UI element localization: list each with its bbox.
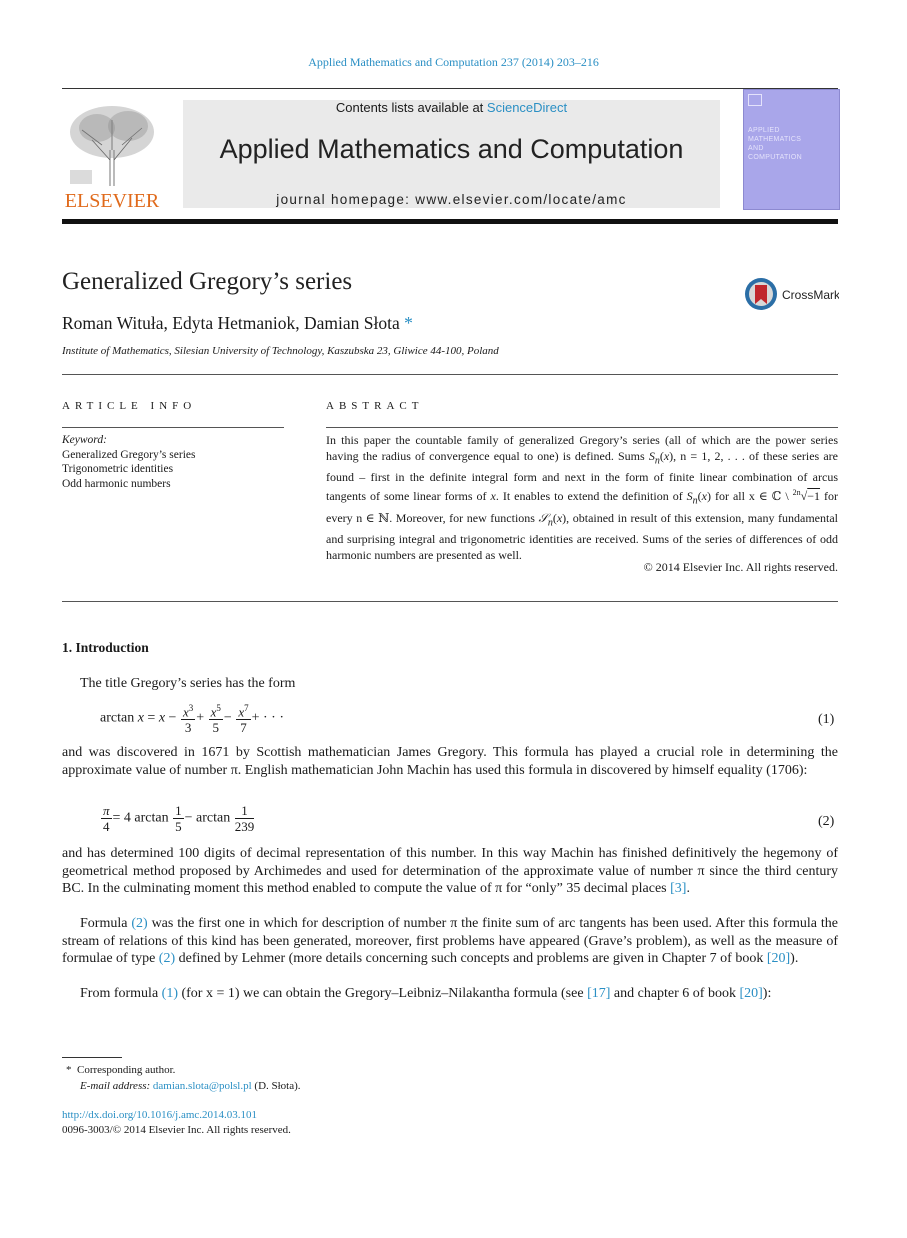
paragraph: Formula (2) was the first one in which for description of number π the finite sum of arc tangents has been used. After this formula the stream of relations of this kind has been generated, moreover, first problems have appeared (Grave’s problem), as well as the measure of formulae of type (2) defined by Lehmer (more details concerning such concepts and problems are given in Chapter 7 of book [20]). bbox=[62, 916, 838, 966]
equation-link[interactable]: (2) bbox=[131, 916, 148, 931]
equation-number: (1) bbox=[818, 712, 835, 727]
corresponding-author-marker[interactable]: * bbox=[404, 313, 413, 333]
equation-2: $\frac{\pi}{4}$ = 4 arctan $\frac{1}{5}$ − arctan $\frac{1}{239}$ bbox=[103, 803, 255, 834]
footnote-rule bbox=[62, 1057, 122, 1058]
article-title: Generalized Gregory’s series bbox=[62, 268, 353, 295]
reference-link[interactable]: [20] bbox=[739, 986, 763, 1001]
reference-link[interactable]: [20] bbox=[766, 951, 791, 966]
header-thick-rule bbox=[62, 219, 838, 224]
keyword: Generalized Gregory’s series bbox=[62, 448, 196, 461]
email-link[interactable]: damian.slota@polsl.pl bbox=[152, 1080, 252, 1092]
equation-link[interactable]: (2) bbox=[158, 951, 176, 966]
journal-cover[interactable] bbox=[743, 89, 840, 210]
keyword: Trigonometric identities bbox=[62, 463, 174, 475]
sciencedirect-link[interactable]: ScienceDirect bbox=[486, 100, 568, 115]
paragraph: The title Gregory’s series has the form bbox=[80, 676, 296, 691]
journal-citation[interactable]: Applied Mathematics and Computation 237 (2014) 203–216 bbox=[308, 55, 599, 69]
cover-emblem-icon bbox=[748, 94, 762, 106]
paragraph: and has determined 100 digits of decimal representation of this number. In this way Machin has finished definitively the hegemony of geometrical method proposed by Archimedes and used for determination of the approximate value of number π since the third century BC. In the culminating moment this method enabled to compute the value of π for “only” 35 decimal places [3]. bbox=[62, 846, 838, 896]
keywords bbox=[62, 433, 195, 491]
affiliation: Institute of Mathematics, Silesian University of Technology, Kaszubska 23, Gliwice 44-100, Poland bbox=[62, 345, 499, 357]
elsevier-tree-icon bbox=[62, 100, 162, 210]
crossmark-badge[interactable] bbox=[744, 277, 839, 318]
divider bbox=[62, 427, 284, 428]
equation-1: arctan x = x − $\frac{x^3}{3}$ + $\frac{x^5}{5}$ − $\frac{x^7}{7}$ + · · · bbox=[100, 703, 284, 736]
equation-link[interactable]: (1) bbox=[161, 986, 178, 1001]
keyword: Odd harmonic numbers bbox=[62, 477, 171, 490]
svg-text:ELSEVIER: ELSEVIER bbox=[64, 190, 160, 210]
doi-link[interactable]: http://dx.doi.org/10.1016/j.amc.2014.03.101 bbox=[62, 1109, 258, 1121]
author-list: Roman Wituła, Edyta Hetmaniok, Damian Słota * bbox=[62, 313, 413, 333]
elsevier-logo[interactable] bbox=[62, 100, 162, 210]
corresponding-marker: * bbox=[66, 1064, 72, 1076]
svg-text:CrossMark: CrossMark bbox=[782, 288, 839, 302]
article-info-heading: ARTICLE INFO bbox=[62, 400, 197, 412]
keywords-label: Keyword: bbox=[62, 434, 107, 446]
reference-link[interactable]: [3] bbox=[670, 881, 687, 896]
divider bbox=[62, 374, 838, 375]
doi-block bbox=[62, 1108, 291, 1137]
issn-line: 0096-3003/© 2014 Elsevier Inc. All rights reserved. bbox=[62, 1123, 291, 1136]
header-rule bbox=[62, 88, 838, 89]
paragraph: From formula (1) (for x = 1) we can obtain the Gregory–Leibniz–Nilakantha formula (see [17] and chapter 6 of book [20]): bbox=[80, 986, 772, 1001]
cover-title: APPLIED MATHEMATICS AND COMPUTATION bbox=[748, 127, 802, 161]
reference-link[interactable]: [17] bbox=[587, 986, 611, 1001]
copyright: © 2014 Elsevier Inc. All rights reserved. bbox=[643, 560, 838, 574]
journal-title: Applied Mathematics and Computation bbox=[219, 134, 684, 164]
abstract-heading: ABSTRACT bbox=[326, 400, 424, 412]
abstract-body: In this paper the countable family of generalized Gregory’s series (all of which are the power series having the radius of convergence equal to one) is defined. Sums $S_n(x)$, n = 1, 2, . . . of these series are found – first in the definite integral form and next in the form of finite linear combination of arcus tangents of some linear forms of x. It enables to extend the definition of $S_n(x)$ for all x ∈ ℂ \ $^{2n}$√−1 for every n ∈ ℕ. Moreover, for new functions 𝒮$_n$(x), obtained in result of this extension, many fundamental and surprising integral and trigonometric identities are received. Sums of the series of differences of odd harmonic numbers are presented as well. bbox=[326, 433, 839, 563]
divider bbox=[62, 601, 838, 602]
contents-line: Contents lists available at ScienceDirect bbox=[335, 100, 568, 115]
divider bbox=[326, 427, 838, 428]
footnote: * Corresponding author. E-mail address: damian.slota@polsl.pl (D. Słota). bbox=[66, 1064, 301, 1092]
equation-number: (2) bbox=[818, 814, 835, 829]
paragraph: and was discovered in 1671 by Scottish mathematician James Gregory. This formula has played a crucial role in determining the approximate value of number π. English mathematician John Machin has used this formula in discovered by himself equality (1706): bbox=[62, 745, 838, 778]
section-heading: 1. Introduction bbox=[62, 640, 149, 655]
crossmark-icon bbox=[745, 278, 777, 310]
journal-homepage: journal homepage: www.elsevier.com/locate/amc bbox=[276, 192, 627, 207]
journal-banner bbox=[183, 100, 720, 208]
homepage-link[interactable]: www.elsevier.com/locate/amc bbox=[415, 192, 627, 207]
